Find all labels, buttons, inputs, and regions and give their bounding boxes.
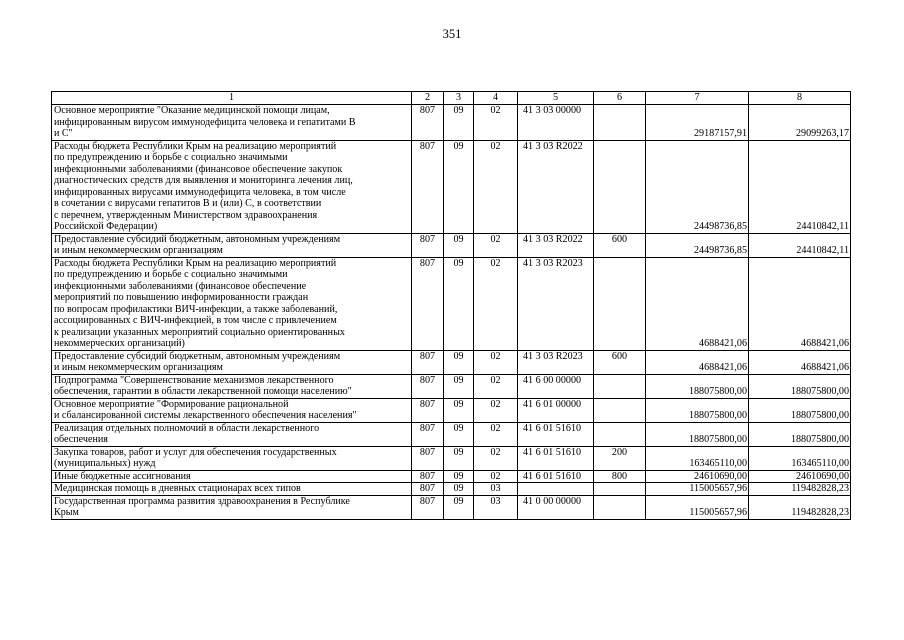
amount-year2-cell: 188075800,00 (749, 398, 851, 422)
amount-year2-cell: 163465110,00 (749, 446, 851, 470)
ministry-code-cell: 807 (412, 422, 444, 446)
section-code-cell: 09 (444, 233, 474, 257)
expense-type-cell: 200 (594, 446, 646, 470)
subsection-code-cell: 02 (474, 233, 518, 257)
item-name-cell: Предоставление субсидий бюджетным, автономным учреждениям и иным некоммерческим организациям (52, 350, 412, 374)
ministry-code-cell: 807 (412, 374, 444, 398)
expense-type-cell (594, 257, 646, 350)
table-row (52, 105, 851, 141)
amount-year2-cell: 24410842,11 (749, 140, 851, 233)
amount-year2-cell: 119482828,23 (749, 495, 851, 519)
table-row (52, 422, 851, 446)
target-article-cell: 41 6 01 51610 (518, 446, 594, 470)
column-header: 3 (444, 92, 474, 105)
subsection-code-cell: 02 (474, 470, 518, 483)
table-row (52, 470, 851, 483)
section-code-cell: 09 (444, 374, 474, 398)
subsection-code-cell: 02 (474, 398, 518, 422)
target-article-cell: 41 6 01 51610 (518, 470, 594, 483)
amount-year2-cell: 4688421,06 (749, 350, 851, 374)
table-row (52, 350, 851, 374)
amount-year1-cell: 188075800,00 (646, 422, 749, 446)
subsection-code-cell: 02 (474, 140, 518, 233)
section-code-cell: 09 (444, 446, 474, 470)
ministry-code-cell: 807 (412, 483, 444, 496)
item-name-cell: Медицинская помощь в дневных стационарах всех типов (52, 483, 412, 496)
item-name-cell: Предоставление субсидий бюджетным, автономным учреждениям и иным некоммерческим организациям (52, 233, 412, 257)
item-name-cell: Расходы бюджета Республики Крым на реализацию мероприятий по предупреждению и борьбе с социально значимыми инфекционными заболеваниями (финансовое обеспечение закупок диагностических средств для выявления и мониторинга лечения лиц, инфицированных вирусами иммунодефицита человека, в том числе в сочетании с вирусами гепатитов В и (или) С, в соответствии с перечнем, утвержденным Министерством здравоохранения Российской Федерации) (52, 140, 412, 233)
section-code-cell: 09 (444, 140, 474, 233)
amount-year1-cell: 24498736,85 (646, 233, 749, 257)
table-row (52, 257, 851, 350)
subsection-code-cell: 02 (474, 350, 518, 374)
ministry-code-cell: 807 (412, 398, 444, 422)
column-header: 1 (52, 92, 412, 105)
target-article-cell: 41 3 03 R2022 (518, 140, 594, 233)
expense-type-cell (594, 105, 646, 141)
page-number: 351 (442, 27, 462, 41)
target-article-cell: 41 3 03 00000 (518, 105, 594, 141)
expense-type-cell: 600 (594, 350, 646, 374)
item-name-cell: Закупка товаров, работ и услуг для обеспечения государственных (муниципальных) нужд (52, 446, 412, 470)
column-header: 2 (412, 92, 444, 105)
item-name-cell: Расходы бюджета Республики Крым на реализацию мероприятий по предупреждению и борьбе с социально значимыми инфекционными заболеваниями (финансовое обеспечение мероприятий по повышению информированности граждан по вопросам профилактики ВИЧ-инфекции, а также заболеваний, ассоциированных с ВИЧ-инфекцией, в том числе с привлечением к реализации указанных мероприятий социально ориентированных некоммерческих организаций) (52, 257, 412, 350)
section-code-cell: 09 (444, 398, 474, 422)
subsection-code-cell: 03 (474, 483, 518, 496)
amount-year1-cell: 4688421,06 (646, 350, 749, 374)
section-code-cell: 09 (444, 422, 474, 446)
target-article-cell: 41 6 00 00000 (518, 374, 594, 398)
amount-year2-cell: 188075800,00 (749, 422, 851, 446)
section-code-cell: 09 (444, 257, 474, 350)
budget-table (51, 91, 851, 520)
target-article-cell: 41 3 03 R2023 (518, 350, 594, 374)
expense-type-cell: 600 (594, 233, 646, 257)
table-row (52, 233, 851, 257)
column-header: 6 (594, 92, 646, 105)
expense-type-cell (594, 422, 646, 446)
expense-type-cell (594, 374, 646, 398)
amount-year2-cell: 24610690,00 (749, 470, 851, 483)
item-name-cell: Основное мероприятие "Оказание медицинской помощи лицам, инфицированным вирусом иммунодефицита человека и гепатитами В и С" (52, 105, 412, 141)
item-name-cell: Реализация отдельных полномочий в области лекарственного обеспечения (52, 422, 412, 446)
table-row (52, 446, 851, 470)
subsection-code-cell: 02 (474, 257, 518, 350)
section-code-cell: 09 (444, 105, 474, 141)
amount-year1-cell: 188075800,00 (646, 398, 749, 422)
column-header: 4 (474, 92, 518, 105)
amount-year1-cell: 24610690,00 (646, 470, 749, 483)
section-code-cell: 09 (444, 350, 474, 374)
ministry-code-cell: 807 (412, 446, 444, 470)
expense-type-cell (594, 483, 646, 496)
section-code-cell: 09 (444, 470, 474, 483)
item-name-cell: Государственная программа развития здравоохранения в Республике Крым (52, 495, 412, 519)
item-name-cell: Основное мероприятие "Формирование рациональной и сбалансированной системы лекарственного обеспечения населения" (52, 398, 412, 422)
amount-year2-cell: 24410842,11 (749, 233, 851, 257)
subsection-code-cell: 02 (474, 446, 518, 470)
amount-year1-cell: 163465110,00 (646, 446, 749, 470)
column-header: 5 (518, 92, 594, 105)
ministry-code-cell: 807 (412, 495, 444, 519)
table-row (52, 398, 851, 422)
target-article-cell (518, 483, 594, 496)
target-article-cell: 41 3 03 R2022 (518, 233, 594, 257)
column-header: 7 (646, 92, 749, 105)
subsection-code-cell: 03 (474, 495, 518, 519)
section-code-cell: 09 (444, 483, 474, 496)
expense-type-cell (594, 495, 646, 519)
amount-year2-cell: 4688421,06 (749, 257, 851, 350)
ministry-code-cell: 807 (412, 105, 444, 141)
target-article-cell: 41 3 03 R2023 (518, 257, 594, 350)
ministry-code-cell: 807 (412, 140, 444, 233)
amount-year2-cell: 119482828,23 (749, 483, 851, 496)
table-row (52, 140, 851, 233)
expense-type-cell (594, 140, 646, 233)
ministry-code-cell: 807 (412, 233, 444, 257)
item-name-cell: Иные бюджетные ассигнования (52, 470, 412, 483)
subsection-code-cell: 02 (474, 105, 518, 141)
target-article-cell: 41 6 01 00000 (518, 398, 594, 422)
table-row (52, 483, 851, 496)
ministry-code-cell: 807 (412, 350, 444, 374)
subsection-code-cell: 02 (474, 374, 518, 398)
target-article-cell: 41 6 01 51610 (518, 422, 594, 446)
amount-year2-cell: 188075800,00 (749, 374, 851, 398)
expense-type-cell: 800 (594, 470, 646, 483)
expense-type-cell (594, 398, 646, 422)
ministry-code-cell: 807 (412, 257, 444, 350)
amount-year1-cell: 24498736,85 (646, 140, 749, 233)
amount-year1-cell: 4688421,06 (646, 257, 749, 350)
amount-year1-cell: 29187157,91 (646, 105, 749, 141)
table-header-row (52, 92, 851, 105)
section-code-cell: 09 (444, 495, 474, 519)
amount-year1-cell: 188075800,00 (646, 374, 749, 398)
subsection-code-cell: 02 (474, 422, 518, 446)
ministry-code-cell: 807 (412, 470, 444, 483)
item-name-cell: Подпрограмма "Совершенствование механизмов лекарственного обеспечения, гарантии в области лекарственной помощи населению" (52, 374, 412, 398)
amount-year1-cell: 115005657,96 (646, 495, 749, 519)
amount-year1-cell: 115005657,96 (646, 483, 749, 496)
target-article-cell: 41 0 00 00000 (518, 495, 594, 519)
table-row (52, 495, 851, 519)
column-header: 8 (749, 92, 851, 105)
amount-year2-cell: 29099263,17 (749, 105, 851, 141)
table-row (52, 374, 851, 398)
